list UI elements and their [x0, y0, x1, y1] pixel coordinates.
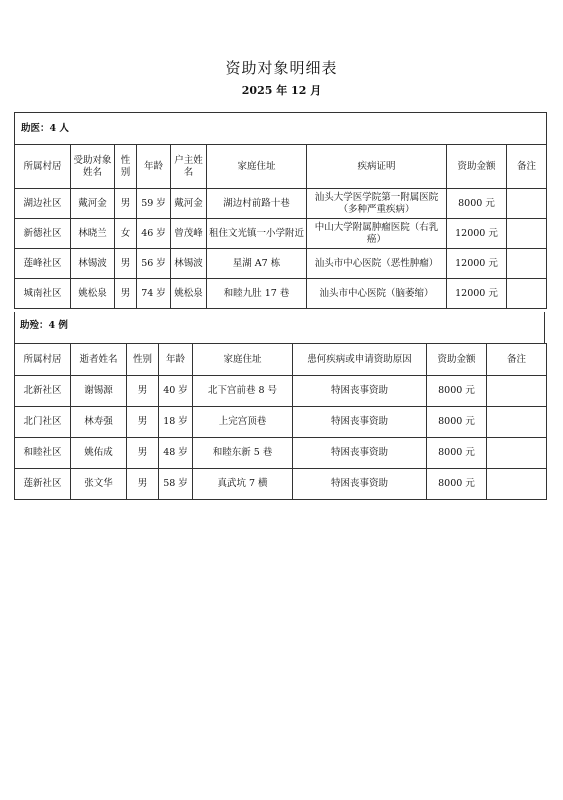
cell-diagnosis: 中山大学附属肿瘤医院（右乳癌）: [307, 219, 447, 249]
cell-gender: 男: [115, 249, 137, 279]
cell-village: 新德社区: [15, 219, 71, 249]
cell-deceased-name: 张文华: [71, 469, 127, 500]
cell-village: 北新社区: [15, 376, 71, 407]
cell-remarks: [507, 219, 547, 249]
cell-householder: 姚松泉: [171, 279, 207, 309]
cell-age: 59 岁: [137, 189, 171, 219]
funeral-aid-section-label: 助殓：4 例: [20, 320, 68, 331]
table-row: [15, 189, 547, 219]
cell-address: 真武坑 7 横: [193, 469, 293, 500]
cell-diagnosis: 汕头大学医学院第一附属医院（多种严重疾病）: [307, 189, 447, 219]
cell-gender: 男: [127, 469, 159, 500]
cell-gender: 男: [127, 376, 159, 407]
cell-address: 租住文光镇一小学附近: [207, 219, 307, 249]
header-address: 家庭住址: [193, 344, 293, 376]
header-age: 年龄: [159, 344, 193, 376]
cell-age: 56 岁: [137, 249, 171, 279]
cell-householder: 曾茂峰: [171, 219, 207, 249]
table-row: [15, 376, 547, 407]
cell-deceased-name: 姚佑成: [71, 438, 127, 469]
cell-village: 湖边社区: [15, 189, 71, 219]
cell-age: 58 岁: [159, 469, 193, 500]
cell-amount: 8000 元: [427, 376, 487, 407]
cell-gender: 男: [127, 438, 159, 469]
header-deceased-name: 逝者姓名: [71, 344, 127, 376]
cell-age: 48 岁: [159, 438, 193, 469]
cell-gender: 男: [115, 279, 137, 309]
header-amount: 资助金额: [427, 344, 487, 376]
cell-gender: 男: [127, 407, 159, 438]
cell-remarks: [487, 407, 547, 438]
page-title: 资助对象明细表: [225, 59, 338, 77]
funeral-aid-table: [14, 343, 547, 500]
cell-reason: 特困丧事资助: [293, 407, 427, 438]
cell-householder: 林锡波: [171, 249, 207, 279]
cell-amount: 8000 元: [427, 469, 487, 500]
cell-gender: 男: [115, 189, 137, 219]
cell-reason: 特困丧事资助: [293, 438, 427, 469]
cell-age: 46 岁: [137, 219, 171, 249]
header-address: 家庭住址: [207, 145, 307, 189]
cell-amount: 8000 元: [427, 407, 487, 438]
cell-reason: 特困丧事资助: [293, 376, 427, 407]
medical-aid-section-label: 助医：4 人: [15, 113, 547, 145]
header-recipient-name: 受助对象姓名: [71, 145, 115, 189]
medical-aid-header-row: [15, 145, 547, 189]
cell-remarks: [487, 438, 547, 469]
cell-village: 和睦社区: [15, 438, 71, 469]
cell-remarks: [487, 376, 547, 407]
cell-address: 上完宫顶巷: [193, 407, 293, 438]
cell-village: 莲新社区: [15, 469, 71, 500]
header-age: 年龄: [137, 145, 171, 189]
cell-village: 北门社区: [15, 407, 71, 438]
table-row: [15, 249, 547, 279]
cell-gender: 女: [115, 219, 137, 249]
cell-address: 北下宫前巷 8 号: [193, 376, 293, 407]
cell-address: 湖边村前路十巷: [207, 189, 307, 219]
cell-reason: 特困丧事资助: [293, 469, 427, 500]
cell-address: 星湖 A7 栋: [207, 249, 307, 279]
table-row: [15, 407, 547, 438]
cell-village: 城南社区: [15, 279, 71, 309]
cell-recipient-name: 戴河金: [71, 189, 115, 219]
cell-remarks: [507, 189, 547, 219]
cell-remarks: [507, 249, 547, 279]
cell-amount: 8000 元: [447, 189, 507, 219]
header-village: 所属村居: [15, 145, 71, 189]
cell-address: 和睦东新 5 巷: [193, 438, 293, 469]
cell-householder: 戴河金: [171, 189, 207, 219]
cell-amount: 12000 元: [447, 279, 507, 309]
page-subtitle: 2025 年 12 月: [241, 84, 322, 97]
header-remarks: 备注: [507, 145, 547, 189]
cell-address: 和睦九肚 17 巷: [207, 279, 307, 309]
cell-age: 40 岁: [159, 376, 193, 407]
cell-recipient-name: 林锡波: [71, 249, 115, 279]
header-gender: 性别: [127, 344, 159, 376]
header-amount: 资助金额: [447, 145, 507, 189]
header-reason: 患何疾病或申请资助原因: [293, 344, 427, 376]
cell-village: 莲峰社区: [15, 249, 71, 279]
cell-remarks: [487, 469, 547, 500]
cell-amount: 12000 元: [447, 219, 507, 249]
table-row: [15, 219, 547, 249]
cell-amount: 8000 元: [427, 438, 487, 469]
header-householder: 户主姓名: [171, 145, 207, 189]
cell-amount: 12000 元: [447, 249, 507, 279]
cell-diagnosis: 汕头市中心医院（脑萎缩）: [307, 279, 447, 309]
cell-recipient-name: 林晓兰: [71, 219, 115, 249]
cell-recipient-name: 姚松泉: [71, 279, 115, 309]
table-row: [15, 438, 547, 469]
cell-deceased-name: 谢锡源: [71, 376, 127, 407]
header-gender: 性别: [115, 145, 137, 189]
table-row: [15, 469, 547, 500]
cell-deceased-name: 林寿强: [71, 407, 127, 438]
cell-age: 74 岁: [137, 279, 171, 309]
section-divider-border: [14, 312, 545, 343]
funeral-aid-header-row: [15, 344, 547, 376]
cell-diagnosis: 汕头市中心医院（恶性肿瘤）: [307, 249, 447, 279]
cell-remarks: [507, 279, 547, 309]
table-row: [15, 279, 547, 309]
header-diagnosis: 疾病证明: [307, 145, 447, 189]
header-village: 所属村居: [15, 344, 71, 376]
cell-age: 18 岁: [159, 407, 193, 438]
header-remarks: 备注: [487, 344, 547, 376]
medical-aid-table: [14, 112, 547, 309]
